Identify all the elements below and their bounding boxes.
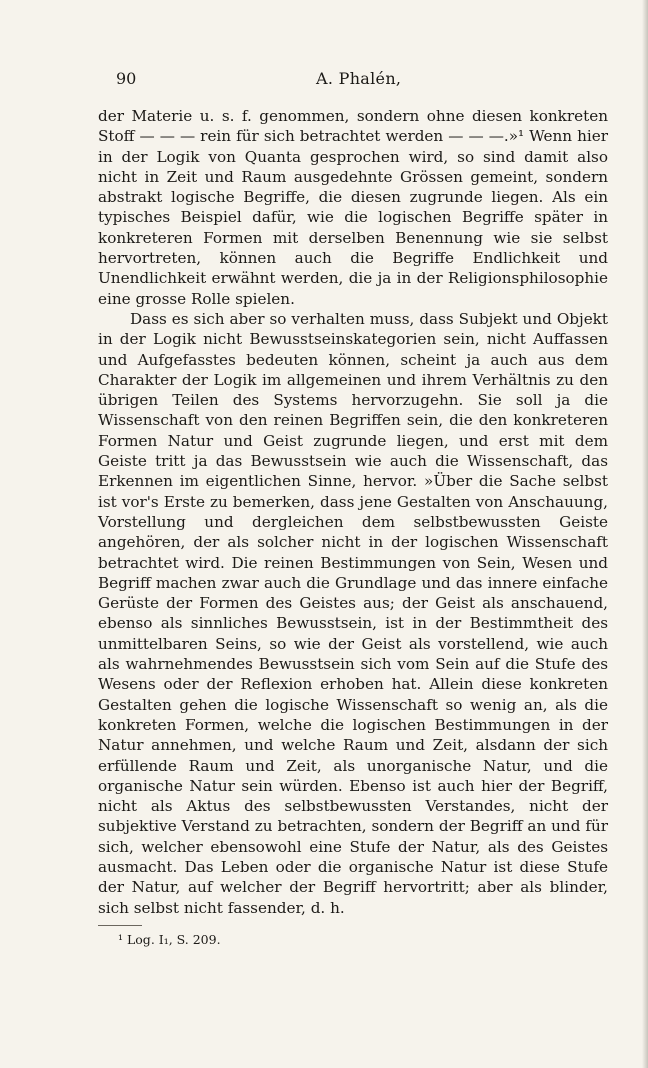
- page-number: 90: [116, 69, 137, 88]
- paragraph: Dass es sich aber so verhalten muss, dass Subjekt und Objekt in der Logik nicht Bewusstseinskategorien sein, nicht Auffassen und Aufgefasstes bedeuten können, scheint ja auch aus dem Charakter der Logik im allgemeinen und ihrem Verhältnis zu den übrigen Teilen des Systems hervorzugehn. Sie soll ja die Wissenschaft von den reinen Begriffen sein, die den konkreteren Formen Natur und Geist zugrunde liegen, und erst mit dem Geiste tritt ja das Bewusstsein wie auch die Wissenschaft, das Erkennen im eigentlichen Sinne, hervor. »Über die Sache selbst ist vor's Erste zu bemerken, dass jene Gestalten von Anschauung, Vorstellung und dergleichen dem selbstbewussten Geiste angehören, der als solcher nicht in der logischen Wissenschaft betrachtet wird. Die reinen Bestimmungen von Sein, Wesen und Begriff machen zwar auch die Grundlage und das innere einfache Gerüste der Formen des Geistes aus; der Geist als anschauend, ebenso als sinnliches Bewusstsein, ist in der Bestimmtheit des unmittelbaren Seins, so wie der Geist als vorstellend, wie auch als wahrnehmendes Bewusstsein sich vom Sein auf die Stufe des Wesens oder der Reflexion erhoben hat. Allein diese konkreten Gestalten gehen die logische Wissenschaft so wenig an, als die konkreten Formen, welche die logischen Bestimmungen in der Natur annehmen, und welche Raum und Zeit, alsdann der sich erfüllende Raum und Zeit, als unorganische Natur, und die organische Natur sein würden. Ebenso ist auch hier der Begriff, nicht als Aktus des selbstbewussten Verstandes, nicht der subjektive Verstand zu betrachten, sondern der Begriff an und für sich, welcher ebensowohl eine Stufe der Natur, als des Geistes ausmacht. Das Leben oder die organische Natur ist diese Stufe der Natur, auf welcher der Begriff hervortritt; aber als blinder, sich selbst nicht fassender, d. h.: [98, 309, 608, 917]
- running-head: A. Phalén,: [316, 69, 402, 88]
- page-edge-shadow: [642, 0, 648, 1068]
- paragraph: der Materie u. s. f. genommen, sondern ohne diesen konkreten Stoff — — — rein für sich betrachtet werden — — —.»¹ Wenn hier in der Logik von Quanta gesprochen wird, so sind damit also nicht in Zeit und Raum ausgedehnte Grössen gemeint, sondern abstrakt logische Begriffe, die diesen zugrunde liegen. Als ein typisches Beispiel dafür, wie die logischen Begriffe später in konkreteren Formen mit derselben Benennung wie sie selbst hervortreten, können auch die Begriffe Endlichkeit und Unendlichkeit erwähnt werden, die ja in der Religionsphilosophie eine grosse Rolle spielen.: [98, 107, 608, 308]
- footnote: ¹ Log. I₁, S. 209.: [118, 932, 221, 947]
- body-text: [98, 106, 608, 918]
- footnote-divider: [98, 925, 142, 926]
- page-header: [98, 67, 608, 91]
